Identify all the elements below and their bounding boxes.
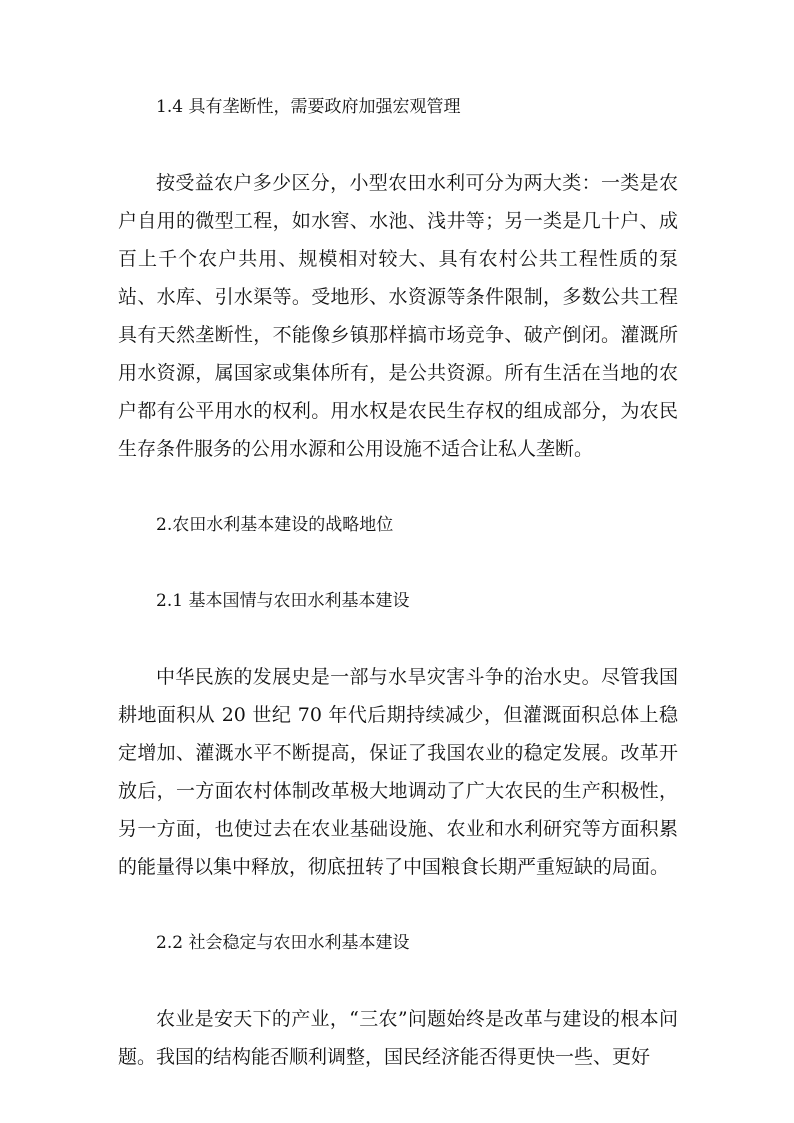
section-heading-1-4: 1.4 具有垄断性，需要政府加强宏观管理 <box>156 97 461 117</box>
spacer <box>118 126 678 164</box>
section-paragraph-2-1: 中华民族的发展史是一部与水旱灾害斗争的治水史。尽管我国耕地面积从 20 世纪 70 年代后期持续减少，但灌溉面积总体上稳定增加、灌溉水平不断提高，保证了我国农业的稳定发展。改革开放后，一方面农村体制改革极大地调动了广大农民的生产积极性，另一方面，也使过去在农业基础设施、农业和水利研究等方面积累的能量得以集中释放，彻底扭转了中国粮食长期严重短缺的局面。 <box>118 666 678 878</box>
section-paragraph-2-2: 农业是安天下的产业，“三农”问题始终是改革与建设的根本问题。我国的结构能否顺利调整，国民经济能否得更快一些、更好 <box>118 1008 678 1068</box>
section-heading-2-2: 2.2 社会稳定与农田水利基本建设 <box>156 933 410 953</box>
spacer <box>118 468 678 506</box>
document-body <box>118 88 678 1076</box>
spacer <box>118 620 678 658</box>
spacer <box>118 962 678 1000</box>
spacer <box>118 886 678 924</box>
section-heading-2: 2.农田水利基本建设的战略地位 <box>156 515 394 535</box>
spacer <box>118 544 678 582</box>
section-paragraph-1-4: 按受益农户多少区分，小型农田水利可分为两大类：一类是农户自用的微型工程，如水窖、水池、浅井等；另一类是几十户、成百上千个农户共用、规模相对较大、具有农村公共工程性质的泵站、水库、引水渠等。受地形、水资源等条件限制，多数公共工程具有天然垄断性，不能像乡镇那样搞市场竞争、破产倒闭。灌溉所用水资源，属国家或集体所有，是公共资源。所有生活在当地的农户都有公平用水的权利。用水权是农民生存权的组成部分，为农民生存条件服务的公用水源和公用设施不适合让私人垄断。 <box>118 172 678 460</box>
section-heading-2-1: 2.1 基本国情与农田水利基本建设 <box>156 591 410 611</box>
